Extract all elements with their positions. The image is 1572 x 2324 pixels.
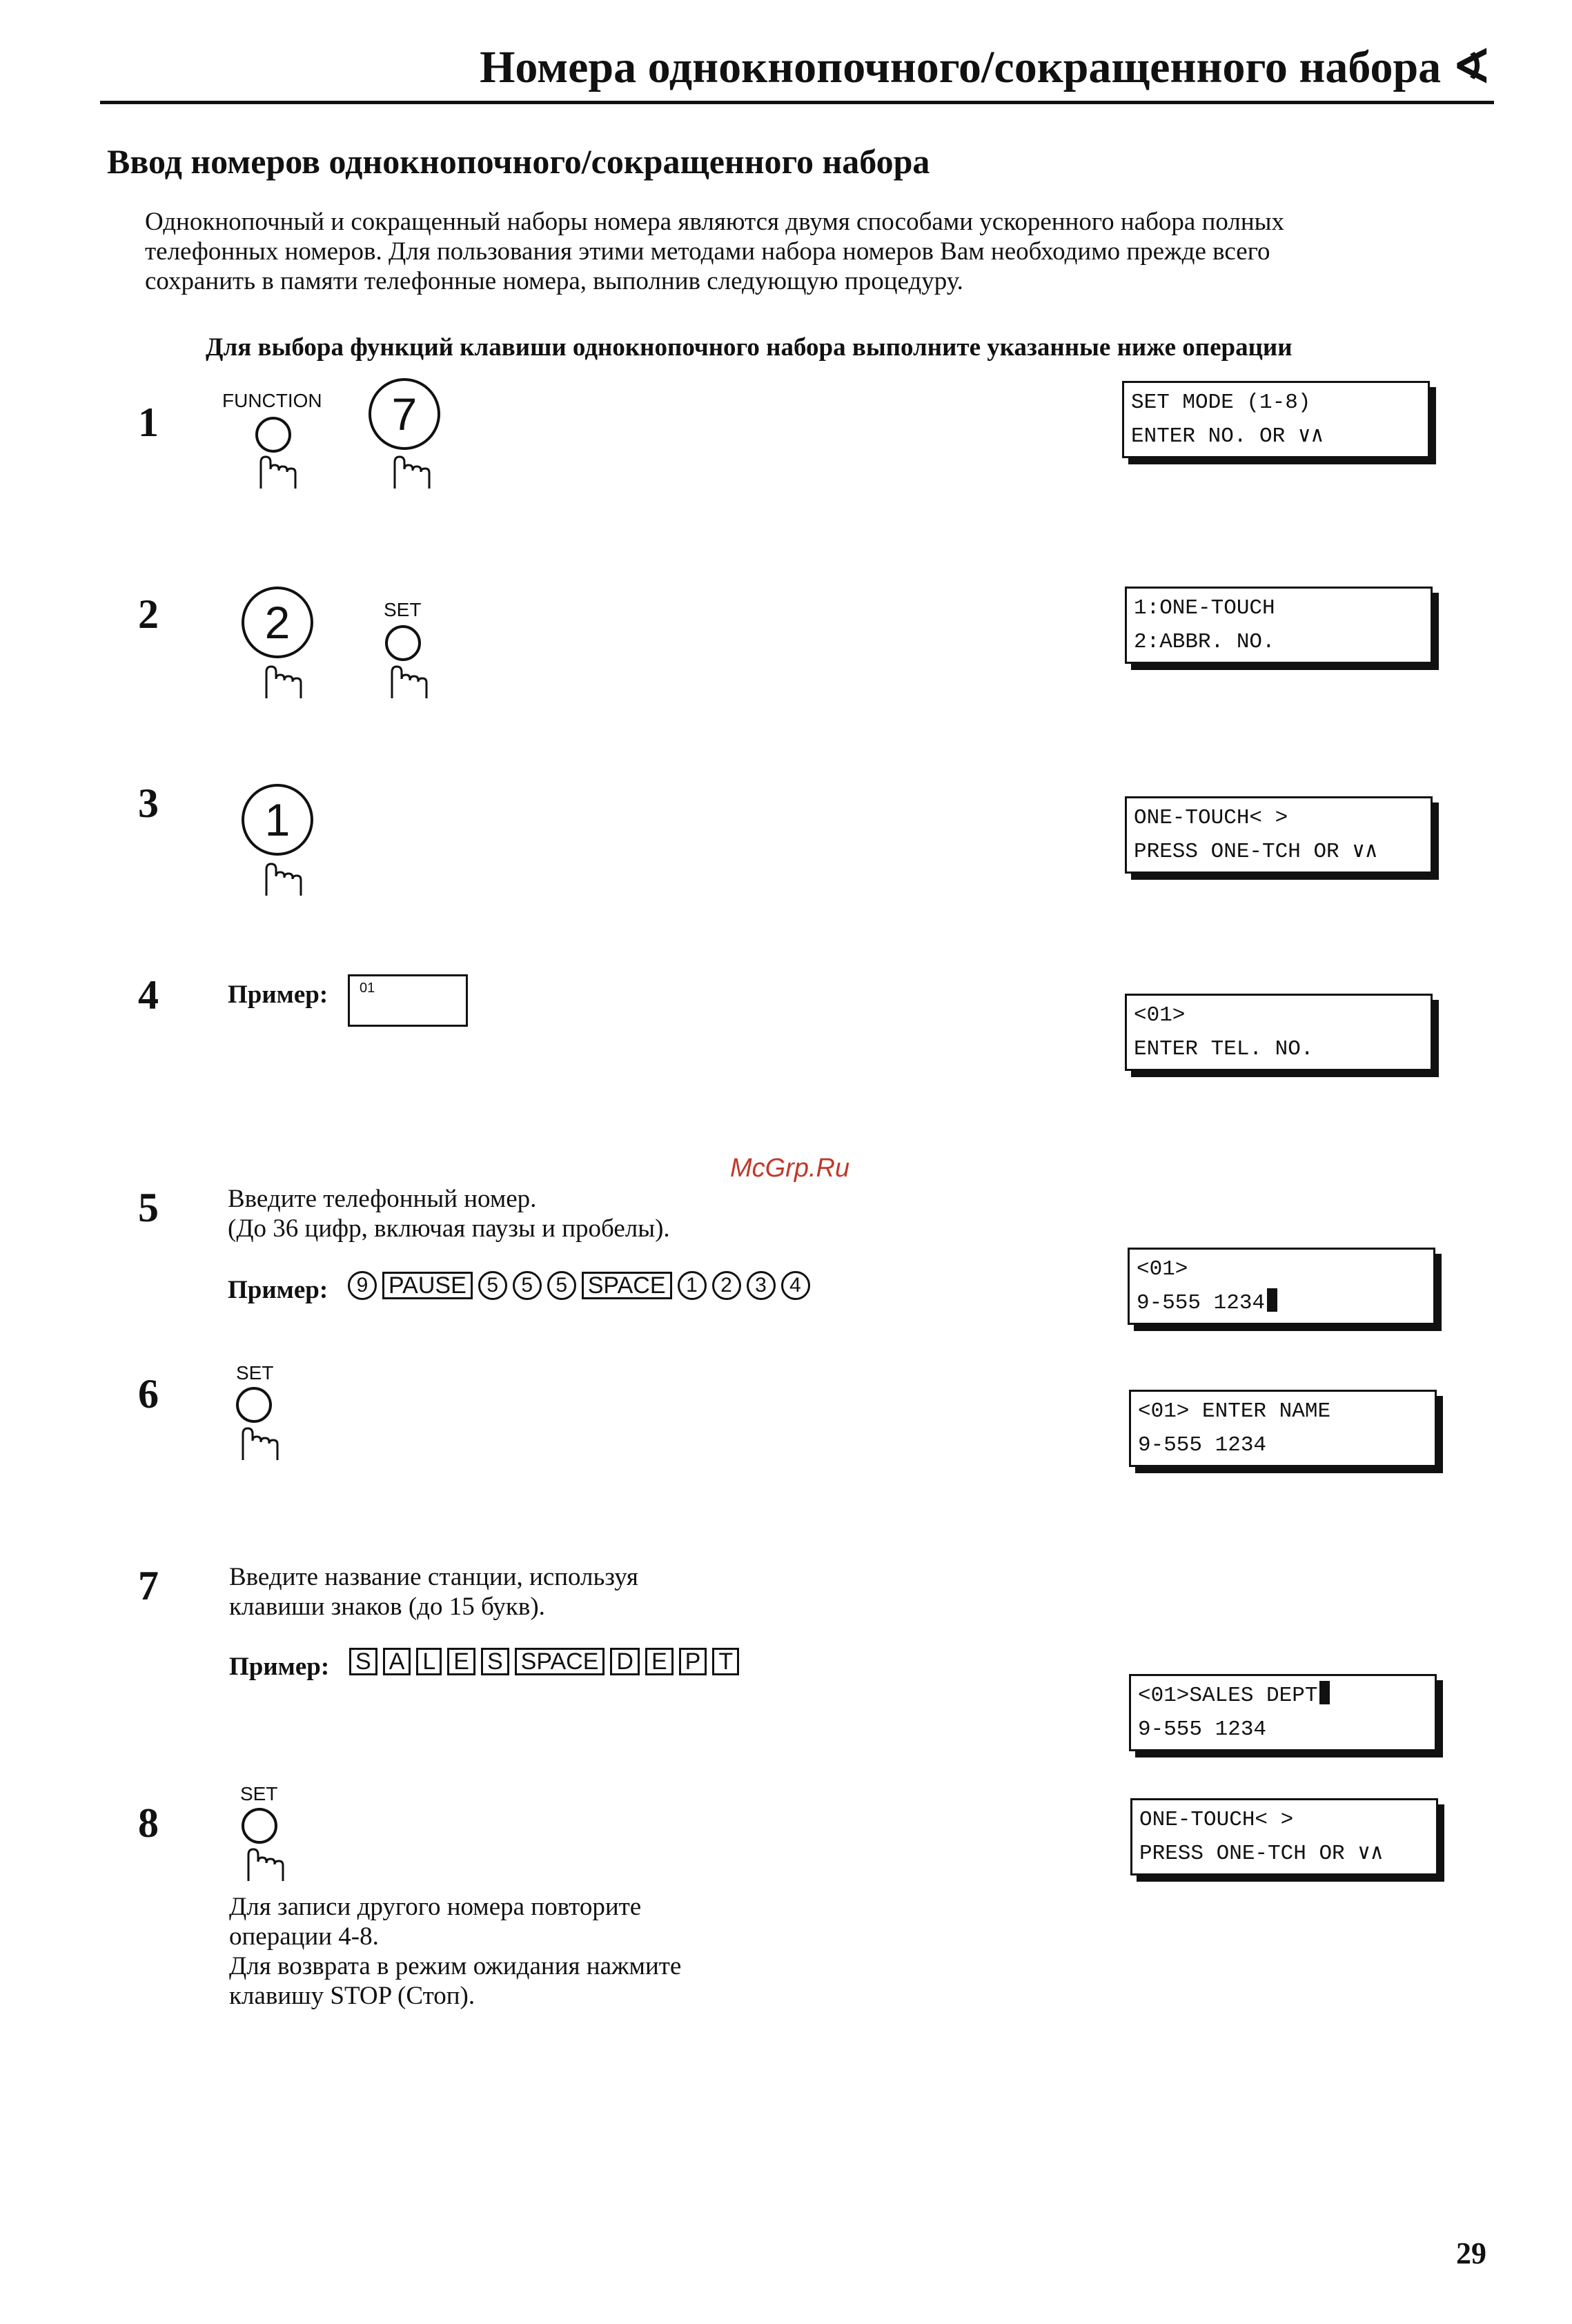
set-key-label: SET [384, 599, 422, 620]
lcd-display [1122, 381, 1430, 458]
lcd-line: 9-555 1234 [1138, 1717, 1267, 1742]
lcd-display [1129, 1390, 1437, 1467]
cursor-block [1267, 1288, 1277, 1312]
set-key[interactable] [236, 1387, 272, 1423]
step-text-line: клавиши знаков (до 15 букв). [229, 1593, 545, 1621]
key-example: D [610, 1648, 640, 1675]
lcd-line: ONE-TOUCH< > [1134, 806, 1288, 830]
key-example: T [712, 1648, 739, 1675]
key-example: L [416, 1648, 442, 1675]
step-text-line: Для записи другого номера повторите [229, 1893, 642, 1921]
intro-line: телефонных номеров. Для пользования этими методами набора номеров Вам необходимо прежде всего [145, 237, 1270, 266]
lcd-line: SET MODE (1-8) [1131, 391, 1311, 415]
lcd-line: PRESS ONE-TCH OR ∨∧ [1139, 1842, 1384, 1866]
lcd-display [1128, 1248, 1435, 1325]
set-key-label: SET [236, 1362, 274, 1383]
set-key-label: SET [240, 1783, 278, 1804]
step-number: 6 [138, 1371, 159, 1417]
example-label: Пример: [229, 1653, 330, 1681]
step-text [229, 1892, 681, 2011]
key-example: SPACE [515, 1648, 605, 1675]
intro-line: Однокнопочный и сокращенный наборы номера являются двумя способами ускоренного набора полных [145, 208, 1285, 236]
step-number: 2 [138, 591, 159, 637]
cursor-block [1319, 1681, 1330, 1704]
lcd-line: 9-555 1234 [1138, 1433, 1267, 1457]
key-example: 1 [678, 1271, 707, 1300]
key-example: 2 [712, 1271, 741, 1300]
step-text-line: клавишу STOP (Стоп). [229, 1982, 475, 2010]
key-example: E [645, 1648, 674, 1675]
key-example: A [383, 1648, 411, 1675]
pointing-hand-icon [257, 658, 305, 700]
lcd-line: ENTER TEL. NO. [1134, 1037, 1314, 1061]
header-marker: ∢ [1452, 42, 1491, 92]
header-rule [100, 101, 1494, 104]
key-example: S [481, 1648, 509, 1675]
key-2[interactable]: 2 [242, 587, 313, 658]
section-title: Ввод номеров однокнопочного/сокращенного набора [107, 142, 930, 181]
step-number: 8 [138, 1800, 159, 1846]
lcd-display [1125, 994, 1433, 1071]
lcd-display [1125, 796, 1433, 874]
watermark: McGrp.Ru [730, 1154, 850, 1183]
lcd-line: PRESS ONE-TCH OR ∨∧ [1134, 840, 1378, 864]
pointing-hand-icon [233, 1420, 282, 1461]
key-example: 4 [781, 1271, 810, 1300]
step-number: 5 [138, 1185, 159, 1230]
lcd-line: 2:ABBR. NO. [1134, 630, 1275, 654]
set-key[interactable] [242, 1808, 277, 1844]
page-header-title [414, 40, 1491, 94]
header-title-text: Номера однокнопочного/сокращенного набора [480, 42, 1442, 92]
set-key[interactable] [385, 625, 421, 661]
key-example: 3 [747, 1271, 776, 1300]
example-key-sequence [349, 1648, 739, 1675]
pointing-hand-icon [239, 1841, 287, 1882]
key-example: 9 [348, 1271, 377, 1300]
step-text-line: Введите телефонный номер. [228, 1185, 537, 1213]
step-text-line: Для возврата в режим ожидания нажмите [229, 1952, 682, 1980]
intro-paragraph [145, 207, 1511, 296]
pointing-hand-icon [257, 856, 305, 897]
key-example: 5 [547, 1271, 576, 1300]
key-example: SPACE [582, 1272, 672, 1299]
page-number: 29 [1456, 2236, 1486, 2270]
one-touch-key-example: 01 [348, 974, 468, 1027]
key-example: 5 [513, 1271, 542, 1300]
step-number: 3 [138, 780, 159, 826]
pointing-hand-icon [385, 449, 433, 490]
key-example: P [679, 1648, 707, 1675]
example-label: Пример: [228, 981, 328, 1009]
step-number: 7 [138, 1563, 159, 1608]
key-example: PAUSE [382, 1272, 473, 1299]
step-text [228, 1184, 670, 1243]
lcd-line: 9-555 1234 [1137, 1286, 1433, 1320]
lcd-display [1130, 1798, 1438, 1875]
pointing-hand-icon [382, 658, 431, 700]
key-example: E [447, 1648, 475, 1675]
example-key-sequence [348, 1271, 810, 1300]
key-example: S [349, 1648, 377, 1675]
lcd-display [1129, 1674, 1437, 1751]
function-key-label: FUNCTION [222, 390, 322, 411]
step-number: 1 [138, 400, 159, 445]
intro-line: сохранить в памяти телефонные номера, выполнив следующую процедуру. [145, 267, 963, 295]
lcd-line: ONE-TOUCH< > [1139, 1808, 1294, 1832]
lcd-display [1125, 587, 1433, 664]
lcd-line: 1:ONE-TOUCH [1134, 596, 1275, 620]
lcd-line: <01> [1137, 1257, 1188, 1281]
lcd-line: <01>SALES DEPT [1138, 1679, 1435, 1713]
pointing-hand-icon [251, 449, 299, 490]
step-text-line: Введите название станции, используя [229, 1563, 638, 1591]
lcd-line: ENTER NO. OR ∨∧ [1131, 424, 1324, 449]
lcd-line: <01> ENTER NAME [1138, 1399, 1331, 1424]
key-7[interactable]: 7 [369, 378, 440, 450]
example-label: Пример: [228, 1276, 328, 1304]
function-key[interactable] [255, 417, 291, 453]
step-text-line: операции 4-8. [229, 1922, 379, 1951]
step-text [229, 1562, 638, 1622]
step-number: 4 [138, 972, 159, 1018]
key-1[interactable]: 1 [242, 784, 313, 856]
instruction-text: Для выбора функций клавиши однокнопочного набора выполните указанные ниже операции [206, 333, 1293, 362]
key-example: 5 [478, 1271, 507, 1300]
step-text-line: (До 36 цифр, включая паузы и пробелы). [228, 1214, 670, 1243]
lcd-line: <01> [1134, 1003, 1186, 1027]
